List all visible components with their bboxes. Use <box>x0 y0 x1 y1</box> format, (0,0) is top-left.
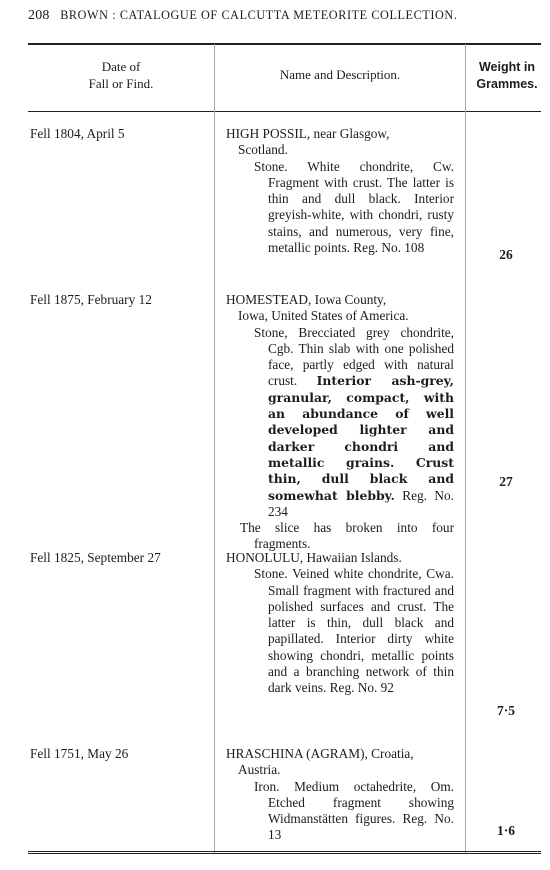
entry-date <box>30 550 213 566</box>
entry-reg: Reg. No. 13 <box>268 811 454 843</box>
entry-date-text: Fell 1751, May 26 <box>30 746 129 761</box>
column-header-date-line1: Date of <box>101 59 141 74</box>
entry-name: HIGH POSSIL, near Glasgow, <box>226 126 390 141</box>
entry-location: Scotland. <box>238 142 288 158</box>
entry-location: Iowa, United States of America. <box>238 308 409 324</box>
entry-body <box>226 325 454 521</box>
running-title: BROWN : CATALOGUE OF CALCUTTA METEORITE COLLECTION. <box>60 8 458 22</box>
entry-body-plain: Stone, Brecciated grey chondrite, Cgb. Thin slab with one polished face, partly edged with natural crust. <box>254 324 454 389</box>
entry-body <box>226 779 454 844</box>
page-number: 208 <box>28 8 50 23</box>
entry-date-text: Fell 1875, February 12 <box>30 292 152 307</box>
column-header-date-line2: Fall or Find. <box>88 76 154 91</box>
entry-name: HRASCHINA (AGRAM), Croatia, <box>226 746 414 761</box>
entry-body: Stone. White chondrite, Cw. Fragment with crust. The latter is thin and dull black. Interior greyish-white, with chondri, rusty stains, and numerous, very fine, metallic points. Reg. No. 108 <box>254 158 454 256</box>
column-header-name: Name and Description. <box>279 67 401 82</box>
entry-weight: 27 <box>499 474 513 489</box>
entry-date-text: Fell 1804, April 5 <box>30 126 125 141</box>
column-header-weight-line1: Weight in <box>478 60 535 74</box>
column-header-date <box>28 58 214 92</box>
entry-name: HOMESTEAD, Iowa County, <box>226 292 387 307</box>
entry-weight: 26 <box>499 247 513 262</box>
entry-reg: Reg. No. 234 <box>268 487 454 519</box>
entry-description <box>226 292 454 553</box>
entry-note: The slice has broken into four fragments. <box>240 520 454 552</box>
column-divider-1 <box>214 44 215 853</box>
bottom-rule-double <box>28 853 541 854</box>
entry-location: Austria. <box>238 762 281 778</box>
entry-weight: 1·6 <box>496 823 515 838</box>
entry-date <box>30 292 213 308</box>
entry-body-text: Iron. Medium octahedrite, Om. Etched fragment showing Widmanstätten figures. <box>254 778 454 827</box>
entry-description <box>226 746 454 844</box>
bottom-rule <box>28 851 541 852</box>
running-head <box>28 7 548 24</box>
entry-date-text: Fell 1825, September 27 <box>30 550 161 565</box>
entry-weight: 7·5 <box>496 703 515 718</box>
entry-description <box>226 126 454 256</box>
column-header-weight-line2: Grammes. <box>476 77 538 91</box>
entry-body: Stone. Veined white chondrite, Cwa. Small fragment with fractured and polished surfaces and crust. The latter is thin, dull black and papillated. Interior dirty white showing chondri, metallic points and a branching network of thin dark veins. Reg. No. 92 <box>254 566 454 696</box>
entry-date <box>30 746 213 762</box>
column-divider-2 <box>465 44 466 853</box>
entry-body-bold: Interior ash-grey, granular, compact, with an abundance of well developed lighter and darker chondri and metallic grains. Crust thin, dull black and somewhat blebby. <box>268 373 454 503</box>
entry-date <box>30 126 213 142</box>
column-header-weight <box>466 59 548 93</box>
entry-description <box>226 550 454 697</box>
entry-name: HONOLULU, Hawaiian Islands. <box>226 550 402 565</box>
